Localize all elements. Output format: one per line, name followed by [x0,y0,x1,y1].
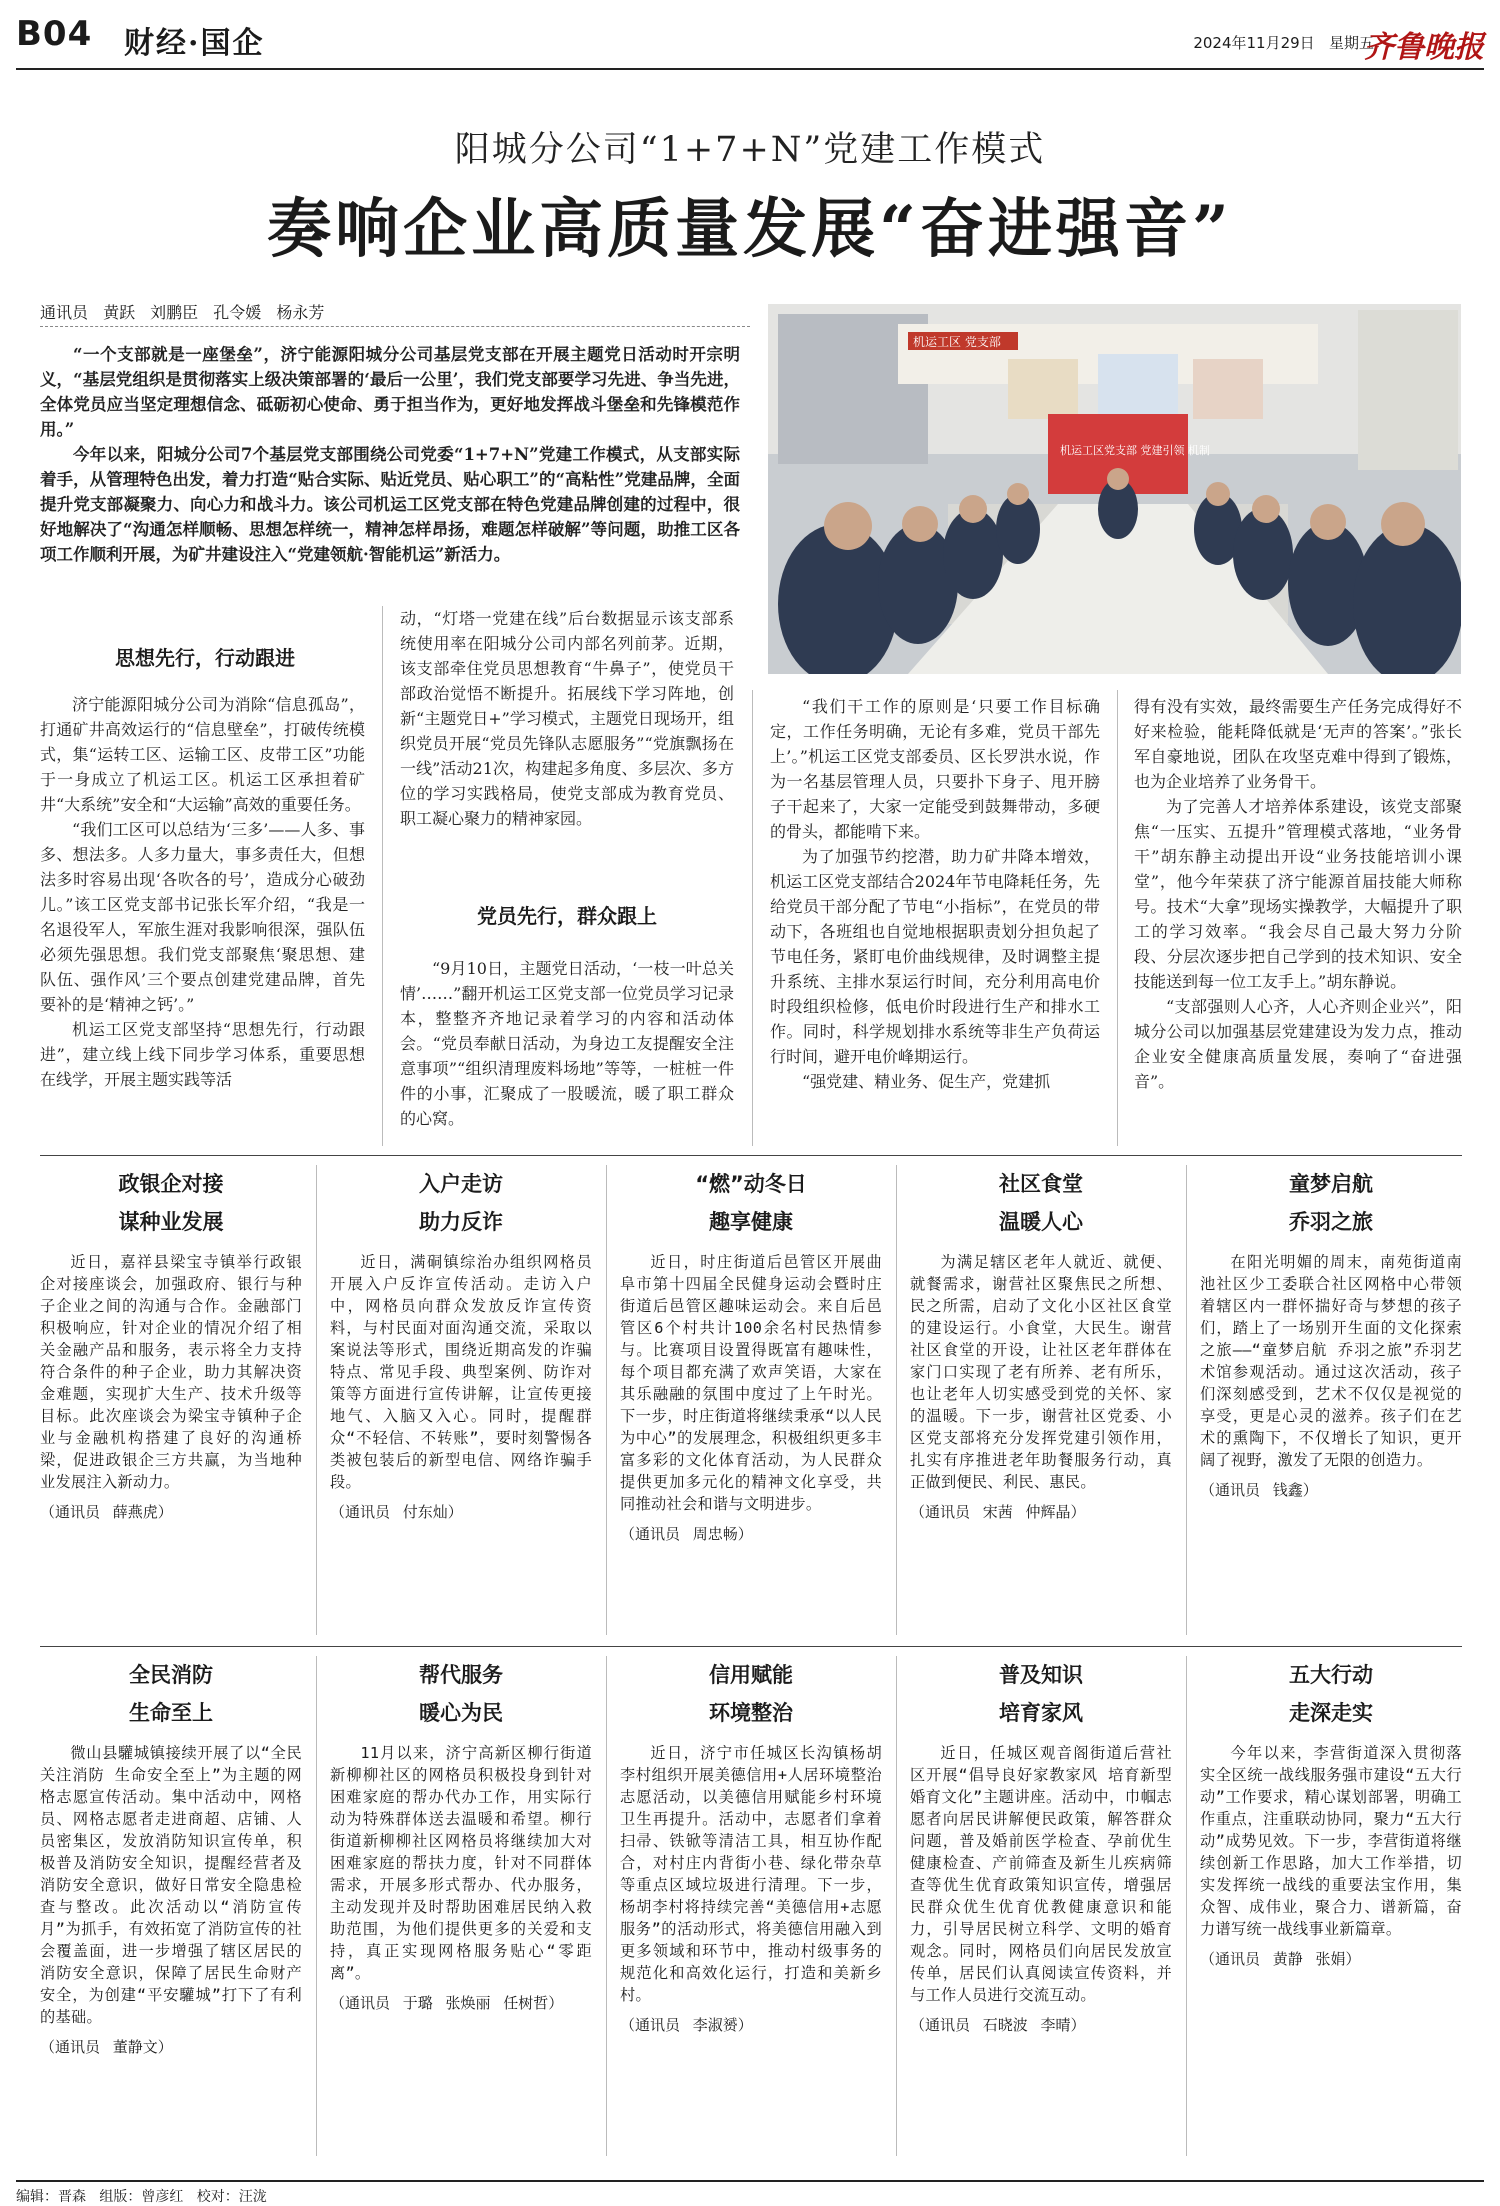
column-rule [382,606,383,1146]
article-headline: 奏响企业高质量发展“奋进强音” [267,192,1233,267]
brief-body [1200,1742,1462,1940]
paragraph: “我们工区可以总结为‘三多’——人多、事多、想法多。人多力量大，事多责任大，但想法多时容易出现‘各吹各的号’，造成分心破劲儿。”该工区党支部书记张长军介绍，“我是一名退役军人，军旅生涯对我影响很深，强队伍必须先强思想。我们党支部聚焦‘聚思想、建队伍、强作风’三个要点创建党建品牌，首先要补的是‘精神之钙’。” [40,820,365,1014]
brief-title: 社区食堂 [999,1172,1083,1196]
page-footer [16,2180,1484,2206]
editor-credit: 编辑：晋森 [16,2189,86,2205]
byline-rule [40,326,750,327]
brief-paragraph: 近日，济宁市任城区长沟镇杨胡李村组织开展美德信用+人居环境整治志愿活动，以美德信用赋能乡村环境卫生再提升。活动中，志愿者们拿着扫帚、铁锨等清洁工具，相互协作配合，对村庄内背街小巷、绿化带杂草等重点区域垃圾进行清理。下一步，杨胡李村将持续完善“美德信用+志愿服务”的活动形式，将美德信用融入到更多领域和环节中，推动村级事务的规范化和高效化运行，打造和美新乡村。 [620,1744,882,2004]
brief-title: 入户走访 [419,1172,503,1196]
article-byline: 通讯员 黄跃 刘鹏臣 孔令媛 杨永芳 [40,303,325,322]
masthead [16,10,1484,70]
layout-credit: 组版：曾彦红 [99,2189,184,2205]
brief-item [1200,1165,1462,1500]
brief-title: 谋种业发展 [118,1210,224,1234]
brief-title: 普及知识 [999,1663,1083,1687]
brief-title: 环境整治 [709,1701,793,1725]
column-rule [896,1656,897,2156]
article-column-2 [400,606,734,831]
column-rule [316,1165,317,1635]
article-lead [40,342,740,567]
paragraph: 动，“灯塔一党建在线”后台数据显示该支部系统使用率在阳城分公司内部名列前茅。近期，该支部牵住党员思想教育“牛鼻子”，使党员干部政治觉悟不断提升。拓展线下学习阵地，创新“主题党日+”学习模式，主题党日现场开，组织党员开展“党员先锋队志愿服务”“党旗飘扬在一线”活动21次，构建起多角度、多层次、多方位的学习实践格局，使党支部成为教育党员、职工凝心聚力的精神家园。 [400,609,734,828]
brief-title: 暖心为民 [419,1701,503,1725]
weekday-text: 星期五 [1328,34,1374,52]
article-column-2b [400,956,734,1131]
brief-credit: （通讯员 于璐 张焕丽 任树哲） [330,1994,564,2012]
brief-item [330,1656,592,2013]
brief-item [910,1165,1172,1522]
section-title-1: 思想先行，行动跟进 [115,646,295,670]
brief-title: 帮代服务 [419,1663,503,1687]
page-number: B04 [16,14,93,54]
section-name: 财经·国企 [124,26,265,61]
brief-title: “燃”动冬日 [695,1172,807,1196]
brief-item [330,1165,592,1522]
column-rule [752,690,753,1146]
brief-body [330,1742,592,1984]
brief-title: 趣享健康 [709,1210,793,1234]
paragraph: 得有没有实效，最终需要生产任务完成得好不好来检验，能耗降低就是‘无声的答案’。”张长军自豪地说，团队在攻坚克难中得到了锻炼，也为企业培养了业务骨干。 [1134,697,1462,791]
briefs-row-1 [40,1165,1462,1645]
brief-title: 五大行动 [1289,1663,1373,1687]
brief-item [620,1165,882,1544]
brief-body [620,1742,882,2006]
brief-title: 温暖人心 [999,1210,1083,1234]
brief-paragraph: 微山县驩城镇接续开展了以“全民关注消防 生命安全至上”为主题的网格志愿宣传活动。集中活动中，网格员、网格志愿者走进商超、店铺、人员密集区，发放消防知识宣传单，积极普及消防安全知识，提醒经营者及消防安全意识，做好日常安全隐患检查与整改。此次活动以“消防宣传月”为抓手，有效拓宽了消防宣传的社会覆盖面，进一步增强了辖区居民的消防安全意识，保障了居民生命财产安全，为创建“平安驩城”打下了有利的基础。 [40,1744,302,2026]
brief-paragraph: 在阳光明媚的周末，南苑街道南池社区少工委联合社区网格中心带领着辖区内一群怀揣好奇与梦想的孩子们，踏上了一场别开生面的文化探索之旅——“童梦启航 乔羽之旅”乔羽艺术馆参观活动。通过这次活动，孩子们深刻感受到，艺术不仅仅是视觉的享受，更是心灵的滋养。孩子们在艺术的熏陶下，不仅增长了知识，更开阔了视野，激发了无限的创造力。 [1200,1253,1462,1469]
briefs-row-2 [40,1656,1462,2176]
lead-paragraph: 今年以来，阳城分公司7个基层党支部围绕公司党委“1+7+N”党建工作模式，从支部实际着手，从管理特色出发，着力打造“贴合实际、贴近党员、贴心职工”的“高粘性”党建品牌，全面提升党支部凝聚力、向心力和战斗力。该公司机运工区党支部在特色党建品牌创建的过程中，很好地解决了“沟通怎样顺畅、思想怎样统一，精神怎样昂扬，难题怎样破解”等问题，助推工区各项工作顺利开展，为矿井建设注入“党建领航·智能机运”新活力。 [40,445,740,564]
brief-title: 信用赋能 [709,1663,793,1687]
brief-credit: （通讯员 宋茜 仲辉晶） [910,1503,1086,1521]
brief-item [1200,1656,1462,1969]
brief-title: 全民消防 [129,1663,213,1687]
brief-title: 助力反诈 [419,1210,503,1234]
paragraph: 机运工区党支部坚持“思想先行，行动跟进”，建立线上线下同步学习体系，重要思想在线学，开展主题实践等活 [40,1020,365,1089]
brief-credit: （通讯员 钱鑫） [1200,1481,1318,1499]
paragraph: 济宁能源阳城分公司为消除“信息孤岛”，打通矿井高效运行的“信息壁垒”，打破传统模式，集“运转工区、运输工区、皮带工区”功能于一身成立了机运工区。机运工区承担着矿井“大系统”安全和“大运输”高效的重要任务。 [40,695,365,814]
paragraph: “支部强则人心齐，人心齐则企业兴”，阳城分公司以加强基层党建建设为发力点，推动企业安全健康高质量发展，奏响了“奋进强音”。 [1134,997,1462,1091]
brief-paragraph: 近日，嘉祥县梁宝寺镇举行政银企对接座谈会，加强政府、银行与种子企业之间的沟通与合作。金融部门积极响应，针对企业的情况介绍了相关金融产品和服务，表示将全力支持符合条件的种子企业，助力其解决资金难题，实现扩大生产、技术升级等目标。此次座谈会为梁宝寺镇种子企业与金融机构搭建了良好的沟通桥梁，促进政银企三方共赢，为当地种业发展注入新动力。 [40,1253,302,1491]
photo-banner: 机运工区 党支部 [913,335,1001,349]
brief-credit: （通讯员 董静文） [40,2038,173,2056]
photo-screen-text: 机运工区党支部 党建引领 机制 [1060,444,1210,457]
brief-paragraph: 今年以来，李营街道深入贯彻落实全区统一战线服务强市建设“五大行动”工作要求，精心谋划部署，明确工作重点，注重联动协同，聚力“五大行动”成势见效。下一步，李营街道将继续创新工作思路，加大工作举措，切实发挥统一战线的重要法宝作用，集众智、成伟业，聚合力、谱新篇，奋力谱写统一战线事业新篇章。 [1200,1744,1462,1938]
paragraph: 为了完善人才培养体系建设，该党支部聚焦“一压实、五提升”管理模式落地，“业务骨干”胡东静主动提出开设“业务技能培训小课堂”，他今年荣获了济宁能源首届技能大师称号。技术“大拿”现场实操教学，大幅提升了职工的学习效率。“我会尽自己最大努力分阶段、分层次逐步把自己学到的技术知识、安全技能送到每一位工友手上。”胡东静说。 [1134,797,1462,991]
brief-paragraph: 为满足辖区老年人就近、就便、就餐需求，谢营社区聚焦民之所想、民之所需，启动了文化小区社区食堂的建设运行。小食堂，大民生。谢营社区食堂的开设，让社区老年群体在家门口实现了老有所养、老有所乐，也让老年人切实感受到党的关怀、家的温暖。下一步，谢营社区党委、小区党支部将充分发挥党建引领作用，扎实有序推进老年助餐服务行动，真正做到便民、利民、惠民。 [910,1253,1172,1491]
brief-title: 生命至上 [129,1701,213,1725]
brief-title: 政银企对接 [118,1172,224,1196]
section-divider [40,1155,1462,1156]
paragraph: “强党建、精业务、促生产，党建抓 [802,1072,1051,1091]
section-divider [40,1646,1462,1647]
brief-body [620,1251,882,1515]
column-rule [606,1656,607,2156]
article-column-3 [770,694,1100,1094]
column-rule [606,1165,607,1635]
paragraph: “我们干工作的原则是‘只要工作目标确定，工作任务明确，无论有多难，党员干部先上’。”机运工区党支部委员、区长罗洪水说，作为一名基层管理人员，只要扑下身子、甩开膀子干起来了，大家一定能受到鼓舞带动，多硬的骨头，都能啃下来。 [770,697,1100,841]
brief-body [910,1742,1172,2006]
brief-item [40,1165,302,1522]
column-rule [1186,1165,1187,1635]
column-rule [896,1165,897,1635]
brief-item [40,1656,302,2057]
proof-credit: 校对：汪泷 [196,2189,267,2205]
brief-body [910,1251,1172,1493]
brief-body [40,1251,302,1493]
column-rule [316,1656,317,2156]
brief-credit: （通讯员 李淑赟） [620,2016,753,2034]
issue-date [1193,32,1374,53]
brief-credit: （通讯员 石晓波 李晴） [910,2016,1086,2034]
meeting-photo [768,304,1461,674]
column-rule [1117,690,1118,1146]
brief-body [330,1251,592,1493]
brief-item [620,1656,882,2035]
brief-credit: （通讯员 周忠畅） [620,1525,753,1543]
section-title-2: 党员先行，群众跟上 [477,904,657,928]
brief-credit: （通讯员 薛燕虎） [40,1503,173,1521]
brief-paragraph: 近日，时庄街道后邑管区开展曲阜市第十四届全民健身运动会暨时庄街道后邑管区趣味运动会。来自后邑管区6个村共计100余名村民热情参与。比赛项目设置得既富有趣味性，每个项目都充满了欢声笑语，大家在其乐融融的氛围中度过了上午时光。下一步，时庄街道将继续秉承“以人民为中心”的发展理念，积极组织更多丰富多彩的文化体育活动，为人民群众提供更加多元化的精神文化享受，共同推动社会和谐与文明进步。 [620,1253,882,1513]
article-column-4 [1134,694,1462,1094]
meeting-photo-icon [768,304,1461,674]
brief-title: 乔羽之旅 [1289,1210,1373,1234]
brief-paragraph: 近日，任城区观音阁街道后营社区开展“倡导良好家教家风 培育新型婚育文化”主题讲座。活动中，巾帼志愿者向居民讲解便民政策，解答群众问题，普及婚前医学检查、孕前优生健康检查、产前筛查及新生儿疾病筛查等优生优育政策知识宣传，增强居民群众优生优育优教健康意识和能力，引导居民树立科学、文明的婚育观念。同时，网格员们向居民发放宣传单，居民们认真阅读宣传资料，并与工作人员进行交流互动。 [910,1744,1172,2004]
newspaper-logo: 齐鲁晚报 [1364,30,1484,65]
lead-paragraph: “一个支部就是一座堡垒”，济宁能源阳城分公司基层党支部在开展主题党日活动时开宗明义，“基层党组织是贯彻落实上级决策部署的‘最后一公里’，我们党支部要学习先进、争当先进，全体党员应当坚定理想信念、砥砺初心使命、勇于担当作为，更好地发挥战斗堡垒和先锋模范作用。” [40,345,740,439]
brief-credit: （通讯员 付东灿） [330,1503,463,1521]
brief-paragraph: 11月以来，济宁高新区柳行街道新柳柳社区的网格员积极投身到针对困难家庭的帮办代办工作，用实际行动为特殊群体送去温暖和希望。柳行街道新柳柳社区网格员将继续加大对困难家庭的帮扶力度，针对不同群体需求，开展多形式帮办、代办服务，主动发现并及时帮助困难居民纳入救助范围，为他们提供更多的关爱和支持，真正实现网格服务贴心“零距离”。 [330,1744,592,1982]
article-subhead: 阳城分公司“1+7+N”党建工作模式 [454,130,1046,170]
brief-item [910,1656,1172,2035]
brief-paragraph: 近日，满硐镇综治办组织网格员开展入户反诈宣传活动。走访入户中，网格员向群众发放反诈宣传资料，与村民面对面沟通交流，采取以案说法等形式，围绕近期高发的诈骗特点、常见手段、典型案例、防诈对策等方面进行宣传讲解，让宣传更接地气、入脑又入心。同时，提醒群众“不轻信、不转账”，要时刻警惕各类被包装后的新型电信、网络诈骗手段。 [330,1253,592,1491]
brief-title: 走深走实 [1289,1701,1373,1725]
brief-body [1200,1251,1462,1471]
column-rule [1186,1656,1187,2156]
brief-body [40,1742,302,2028]
brief-title: 童梦启航 [1289,1172,1373,1196]
date-text: 2024年11月29日 [1193,34,1315,52]
paragraph: 为了加强节约挖潜，助力矿井降本增效，机运工区党支部结合2024年节电降耗任务，先给党员干部分配了节电“小指标”，在党员的带动下，各班组也自觉地根据职责划分担负起了节电任务，紧盯电价曲线规律，及时调整主提升系统、主排水泵运行时间，充分利用高电价时段组织检修，低电价时段进行生产和排水工作。同时，科学规划排水系统等非生产负荷运行时间，避开电价峰期运行。 [770,847,1100,1066]
brief-credit: （通讯员 黄静 张娟） [1200,1950,1361,1968]
article-column-1 [40,692,365,1092]
paragraph: “9月10日，主题党日活动，‘一枝一叶总关情’……”翻开机运工区党支部一位党员学习记录本，整整齐齐地记录着学习的内容和活动体会。“党员奉献日活动，为身边工友提醒安全注意事项”“组织清理废料场地”等等，一桩桩一件件的小事，汇聚成了一股暖流，暖了职工群众的心窝。 [400,959,734,1128]
brief-title: 培育家风 [999,1701,1083,1725]
